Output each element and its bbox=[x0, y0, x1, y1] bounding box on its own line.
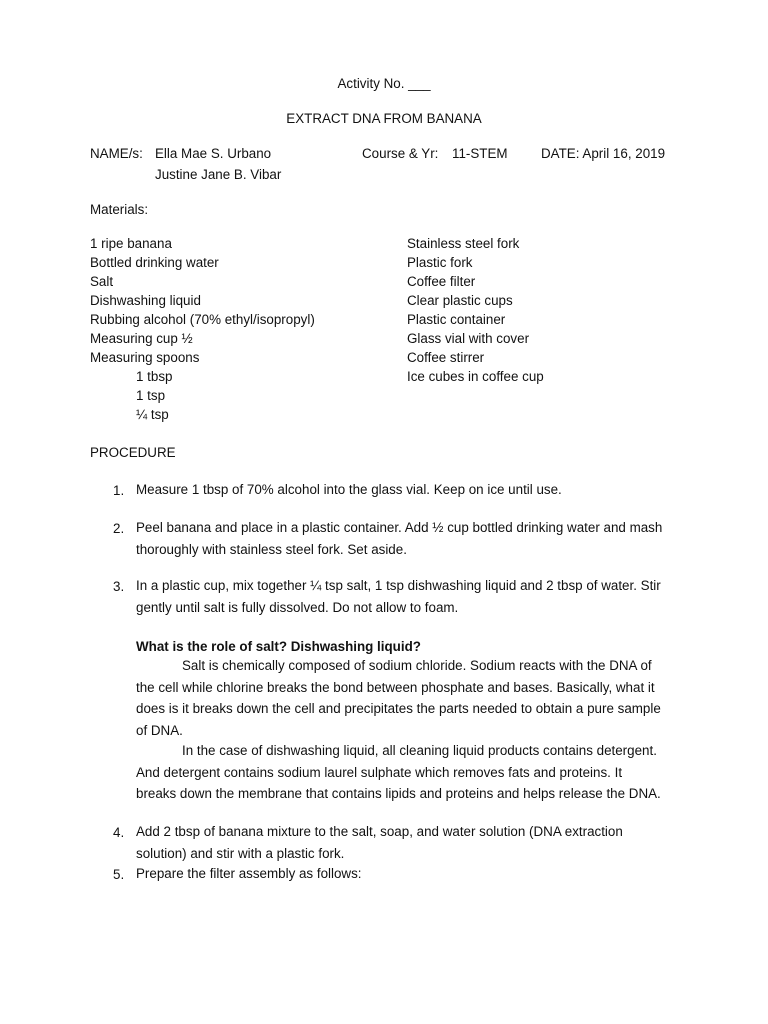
course-value: 11-STEM bbox=[452, 146, 508, 161]
course-label: Course & Yr: bbox=[362, 146, 439, 161]
step-number: 4. bbox=[113, 825, 125, 840]
step-line: Prepare the filter assembly as follows: bbox=[136, 866, 362, 881]
document-title: EXTRACT DNA FROM BANANA bbox=[286, 111, 482, 126]
answer-line: Salt is chemically composed of sodium chloride. Sodium reacts with the DNA of bbox=[182, 658, 652, 673]
step-number: 1. bbox=[113, 483, 125, 498]
answer-line: of DNA. bbox=[136, 722, 183, 738]
material-item: Ice cubes in coffee cup bbox=[407, 369, 544, 384]
material-item: 1 ripe banana bbox=[90, 236, 172, 251]
activity-number: Activity No. ___ bbox=[337, 76, 431, 91]
materials-list-right bbox=[407, 234, 544, 386]
material-item: Plastic container bbox=[407, 312, 506, 327]
step-number: 5. bbox=[113, 867, 125, 882]
step-3-text bbox=[136, 575, 661, 618]
procedure-heading: PROCEDURE bbox=[90, 445, 176, 460]
step-line: Add 2 tbsp of banana mixture to the salt, soap, and water solution (DNA extraction bbox=[136, 824, 623, 839]
material-item: Rubbing alcohol (70% ethyl/isopropyl) bbox=[90, 312, 315, 327]
answer-line: does is it breaks down the cell and precipitates the parts needed to obtain a pure sample bbox=[136, 701, 661, 716]
material-item: Dishwashing liquid bbox=[90, 293, 201, 308]
step-line: thoroughly with stainless steel fork. Set aside. bbox=[136, 541, 407, 557]
materials-list-left bbox=[90, 234, 315, 424]
spoon-size-item: 1 tsp bbox=[136, 388, 166, 403]
material-item: Glass vial with cover bbox=[407, 331, 530, 346]
step-4-text bbox=[136, 821, 623, 864]
answer-line: breaks down the membrane that contains lipids and proteins and helps release the DNA. bbox=[136, 786, 661, 801]
material-item: Coffee filter bbox=[407, 274, 476, 289]
step-line: In a plastic cup, mix together ¼ tsp salt, 1 tsp dishwashing liquid and 2 tbsp of water. Stir bbox=[136, 578, 661, 593]
answer-detergent-paragraph bbox=[136, 740, 661, 805]
date: DATE: April 16, 2019 bbox=[541, 146, 666, 161]
material-item: Plastic fork bbox=[407, 255, 473, 270]
step-line: Peel banana and place in a plastic container. Add ½ cup bottled drinking water and mash bbox=[136, 520, 663, 535]
material-item: Bottled drinking water bbox=[90, 255, 219, 270]
material-item: Clear plastic cups bbox=[407, 293, 513, 308]
student-name-1: Ella Mae S. Urbano bbox=[155, 146, 272, 161]
student-name-2: Justine Jane B. Vibar bbox=[155, 167, 282, 182]
materials-heading: Materials: bbox=[90, 202, 149, 217]
material-item: Measuring spoons bbox=[90, 350, 200, 365]
spoon-size-item: 1 tbsp bbox=[136, 369, 173, 384]
names-label: NAME/s: bbox=[90, 146, 143, 161]
step-number: 3. bbox=[113, 579, 125, 594]
step-number: 2. bbox=[113, 521, 125, 536]
answer-salt-paragraph bbox=[136, 655, 661, 741]
step-2-text bbox=[136, 517, 662, 560]
step-line: Measure 1 tbsp of 70% alcohol into the glass vial. Keep on ice until use. bbox=[136, 482, 562, 497]
material-item: Salt bbox=[90, 274, 114, 289]
answer-line: In the case of dishwashing liquid, all cleaning liquid products contains detergent. bbox=[182, 743, 657, 758]
answer-line: the cell while chlorine breaks the bond between phosphate and bases. Basically, what it bbox=[136, 679, 655, 695]
step-1-text bbox=[136, 479, 562, 501]
material-item: Coffee stirrer bbox=[407, 350, 485, 365]
answer-line: And detergent contains sodium laurel sulphate which removes fats and proteins. It bbox=[136, 764, 623, 780]
question-heading: What is the role of salt? Dishwashing liquid? bbox=[136, 639, 421, 654]
step-line: gently until salt is fully dissolved. Do not allow to foam. bbox=[136, 599, 459, 615]
material-item: Measuring cup ½ bbox=[90, 331, 193, 346]
step-5-text bbox=[136, 863, 362, 885]
material-item: Stainless steel fork bbox=[407, 236, 520, 251]
step-line: solution) and stir with a plastic fork. bbox=[136, 845, 345, 861]
spoon-size-item: ¼ tsp bbox=[136, 407, 169, 422]
